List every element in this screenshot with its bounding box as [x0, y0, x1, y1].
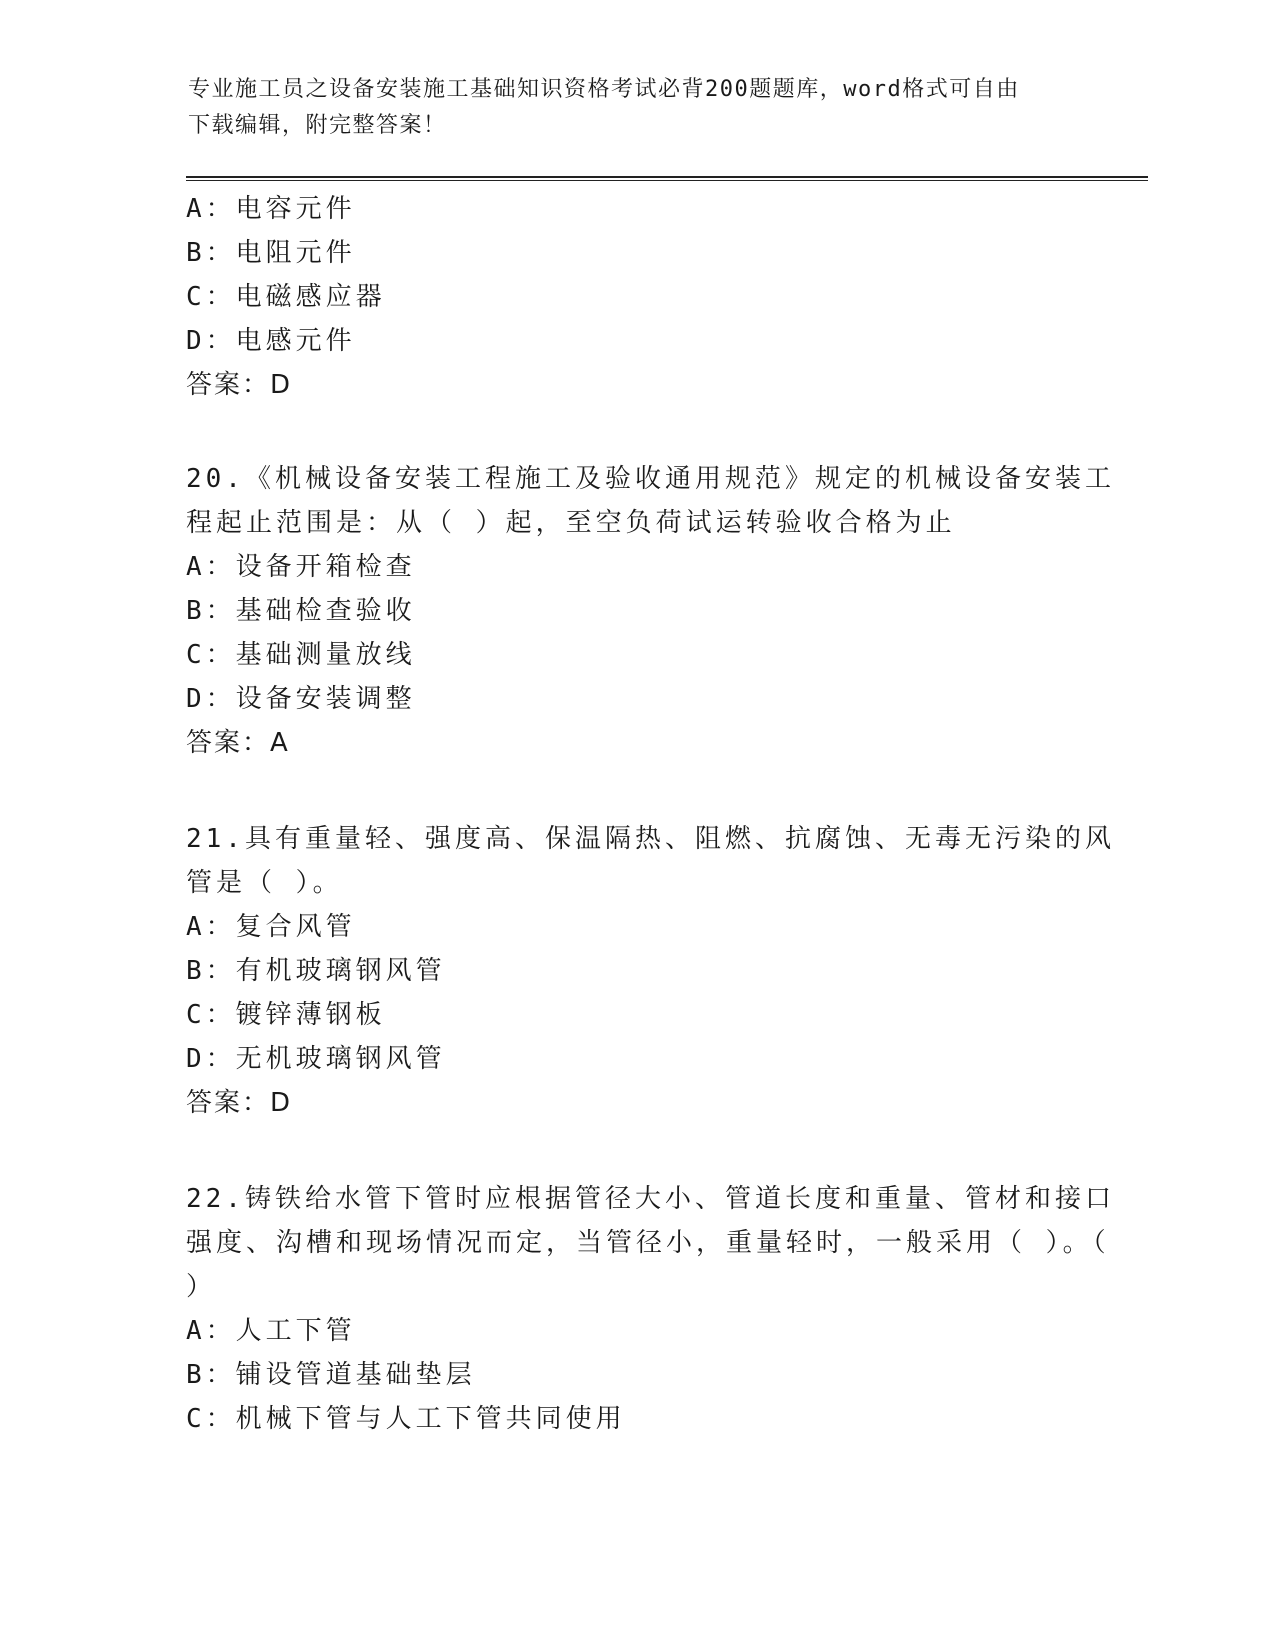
q19-option-d: D：电感元件 [186, 326, 356, 356]
q19-answer: 答案：D [186, 370, 293, 400]
q22-option-a: A：人工下管 [186, 1316, 356, 1346]
q22-option-c: C：机械下管与人工下管共同使用 [186, 1404, 626, 1434]
q19-option-a: A：电容元件 [186, 194, 356, 224]
q20-stem-line-1: 20.《机械设备安装工程施工及验收通用规范》规定的机械设备安装工 [186, 464, 1115, 494]
q20-option-c: C：基础测量放线 [186, 640, 416, 670]
q21-option-a: A：复合风管 [186, 912, 356, 942]
page-header [188, 72, 1068, 144]
q22-stem-line-3: ） [186, 1272, 217, 1302]
q21-option-c: C：镀锌薄钢板 [186, 1000, 386, 1030]
q22-option-b: B：铺设管道基础垫层 [186, 1360, 476, 1390]
header-divider [186, 176, 1148, 181]
header-line-2: 下载编辑，附完整答案！ [188, 113, 447, 138]
q22-stem-line-1: 22.铸铁给水管下管时应根据管径大小、管道长度和重量、管材和接口 [186, 1184, 1115, 1214]
q21-stem-line-2: 管是（ ）。 [186, 868, 343, 898]
q20-stem-line-2: 程起止范围是：从（ ）起，至空负荷试运转验收合格为止 [186, 508, 956, 538]
q21-answer: 答案：D [186, 1088, 293, 1118]
q20-option-b: B：基础检查验收 [186, 596, 416, 626]
q20-answer: 答案：A [186, 728, 290, 758]
header-line-1: 专业施工员之设备安装施工基础知识资格考试必背200题题库，word格式可自由 [188, 77, 1020, 102]
q20-option-d: D：设备安装调整 [186, 684, 416, 714]
q19-option-c: C：电磁感应器 [186, 282, 386, 312]
q21-option-d: D：无机玻璃钢风管 [186, 1044, 446, 1074]
q21-stem-line-1: 21.具有重量轻、强度高、保温隔热、阻燃、抗腐蚀、无毒无污染的风 [186, 824, 1115, 854]
q21-option-b: B：有机玻璃钢风管 [186, 956, 446, 986]
q20-option-a: A：设备开箱检查 [186, 552, 416, 582]
q22-stem-line-2: 强度、沟槽和现场情况而定，当管径小，重量轻时，一般采用（ ）。（ [186, 1228, 1110, 1258]
q19-option-b: B：电阻元件 [186, 238, 356, 268]
